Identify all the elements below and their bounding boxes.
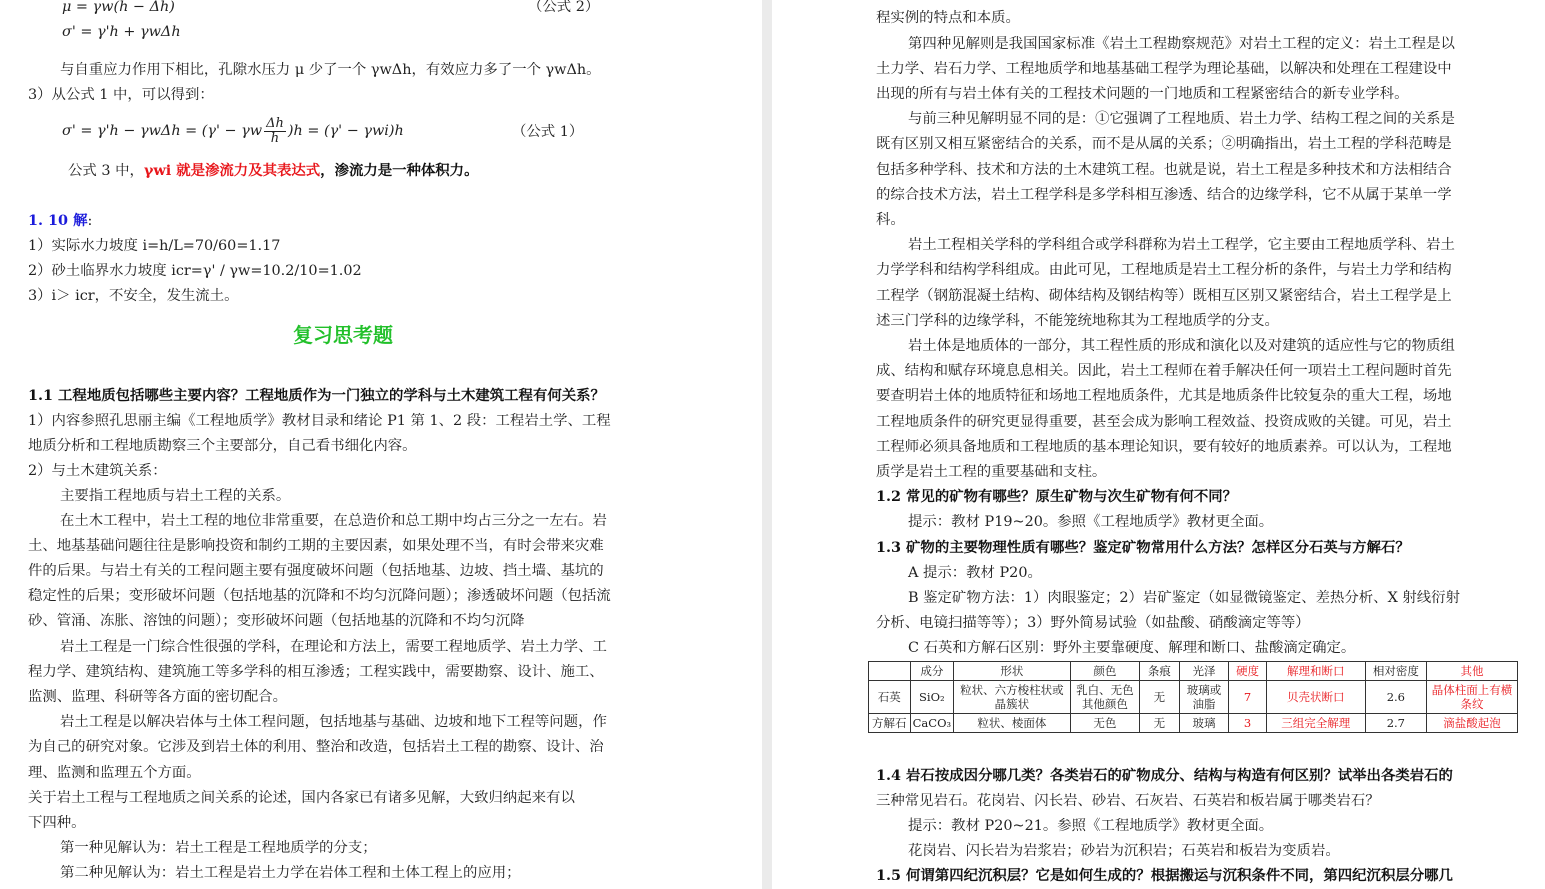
question-1-4-line2: 三种常见岩石。花岗岩、闪长岩、砂岩、石灰岩、石英岩和板岩属于哪类岩石？ [876, 793, 1380, 809]
solution-line: 2）砂土临界水力坡度 icr=γ' / γw=10.2/10=1.02 [28, 263, 362, 279]
seepage-suffix: ，渗流力是一种体积力。 [320, 162, 479, 179]
body-line: 工程学（钢筋混凝土结构、砌体结构及钢结构等）既相互区别又紧密结合，岩土工程学是上 [876, 288, 1452, 304]
body-line: 程实例的特点和本质。 [876, 10, 1020, 26]
body-line: 土力学、岩石力学、工程地质学和地基基础工程学为理论基础，以解决和处理在工程建设中 [876, 61, 1452, 77]
question-1-5: 1.5 何谓第四纪沉积层？它是如何生成的？根据搬运与沉积条件不同，第四纪沉积层分哪几 [876, 867, 1453, 884]
body-line: 与前三种见解明显不同的是：①它强调了工程地质、岩土力学、结构工程之间的关系是 [908, 111, 1455, 127]
table-header-cell: 成分 [910, 662, 954, 681]
table-cell: 三组完全解理 [1266, 714, 1365, 733]
equation-effective-stress: σ' = γ'h + γwΔh [62, 24, 181, 40]
table-row [869, 714, 1518, 733]
equation-pore-pressure: μ = γw(h − Δh) [62, 0, 175, 15]
body-line: 监测、监理、科研等各方面的密切配合。 [28, 689, 288, 705]
answer-1-3-a: A 提示：教材 P20。 [908, 565, 1042, 581]
body-line: 第二种见解认为：岩土工程是岩土力学在岩体工程和土体工程上的应用； [60, 865, 521, 881]
body-line: 工程师必须具备地质和工程地质的基本理论知识，要有较好的地质素养。可以认为，工程地 [876, 439, 1452, 455]
table-cell: 石英 [869, 681, 911, 714]
body-line: 理、监测和监理五个方面。 [28, 765, 201, 781]
body-line: 既有区别又相互紧密结合的关系，而不是从属的关系；②明确指出，岩土工程的学科范畴是 [876, 136, 1452, 152]
table-cell: 贝壳状断口 [1266, 681, 1365, 714]
body-line: 的综合技术方法，岩土工程学科是多学科相互渗透、结合的边缘学科，它不从属于某单一学 [876, 187, 1452, 203]
body-line: 要查明岩土体的地质特征和场地工程地质条件，尤其是地质条件比较复杂的重大工程，场地 [876, 388, 1452, 404]
table-cell: 玻璃或油脂 [1179, 681, 1228, 714]
table-cell: 粒状、棱面体 [954, 714, 1071, 733]
fraction-numerator: Δh [266, 115, 284, 131]
table-header-cell: 解理和断口 [1266, 662, 1365, 681]
seepage-statement [68, 161, 478, 181]
table-header-row [869, 662, 1518, 681]
answer-1-3-b-line1: B 鉴定矿物方法：1）肉眼鉴定；2）岩矿鉴定（如显微镜鉴定、差热分析、X 射线衍射 [908, 590, 1460, 606]
table-header-cell: 颜色 [1070, 662, 1139, 681]
question-1-2: 1.2 常见的矿物有哪些？原生矿物与次生矿物有何不同？ [876, 488, 1238, 505]
body-line: 2）与土木建筑关系： [28, 463, 167, 479]
table-header-cell: 其他 [1427, 662, 1518, 681]
fraction-denominator: h [270, 130, 280, 146]
table-cell: 晶体柱面上有横条纹 [1427, 681, 1518, 714]
answer-1-4: 花岗岩、闪长岩为岩浆岩；砂岩为沉积岩；石英岩和板岩为变质岩。 [908, 843, 1340, 859]
table-header-cell: 相对密度 [1365, 662, 1426, 681]
table-cell: 无 [1140, 714, 1180, 733]
body-line: 关于岩土工程与工程地质之间关系的论述，国内各家已有诸多见解，大致归纳起来有以 [28, 790, 575, 806]
equation-label-2: （公式 2） [528, 0, 600, 15]
body-line: 件的后果。与岩土有关的工程问题主要有强度破坏问题（包括地基、边坡、挡土墙、基坑的 [28, 563, 604, 579]
body-line: 下四种。 [28, 815, 86, 831]
body-line: 砂、管涌、冻胀、溶蚀的问题）；变形破坏问题（包括地基的沉降和不均匀沉降 [28, 613, 525, 629]
table-cell: SiO₂ [910, 681, 954, 714]
body-line: 岩土工程是以解决岩体与土体工程问题，包括地基与基础、边坡和地下工程等问题，作 [60, 714, 607, 730]
body-line: 为自己的研究对象。它涉及到岩土体的利用、整治和改造，包括岩土工程的勘察、设计、治 [28, 739, 604, 755]
solution-line: 1）实际水力坡度 i=h/L=70/60=1.17 [28, 238, 281, 254]
body-line: 科。 [876, 212, 905, 228]
body-line: 土、地基基础问题往往是影响投资和制约工期的主要因素，如果处理不当，有时会带来灾难 [28, 538, 604, 554]
table-cell: 2.6 [1365, 681, 1426, 714]
table-cell: 2.7 [1365, 714, 1426, 733]
table-header-cell [869, 662, 911, 681]
solution-line: 3）i＞ icr，不安全，发生流土。 [28, 288, 239, 304]
body-line: 出现的所有与岩土体有关的工程技术问题的一门地质和工程紧密结合的新专业学科。 [876, 86, 1409, 102]
body-line: 岩土体是地质体的一部分，其工程性质的形成和演化以及对建筑的适应性与它的物质组 [908, 338, 1455, 354]
equation-main-left: σ' = γ'h − γwΔh = (γ' − γw [62, 123, 263, 139]
table-cell: 方解石 [869, 714, 911, 733]
body-line: 在土木工程中，岩土工程的地位非常重要，在总造价和总工期中均占三分之一左右。岩 [60, 513, 607, 529]
body-line: 地质分析和工程地质勘察三个主要部分，自己看书细化内容。 [28, 438, 417, 454]
equation-main-right: )h = (γ' − γwi)h [287, 123, 404, 139]
body-line: 质学是岩土工程的重要基础和支柱。 [876, 464, 1107, 480]
seepage-prefix: 公式 3 中， [68, 163, 144, 179]
body-line: 第一种见解认为：岩土工程是工程地质学的分支； [60, 840, 377, 856]
paragraph-pore-pressure: 与自重应力作用下相比，孔隙水压力 μ 少了一个 γwΔh，有效应力多了一个 γwΔh。 [60, 62, 601, 78]
table-cell: 无 [1140, 681, 1180, 714]
right-page [772, 0, 1545, 889]
question-1-3: 1.3 矿物的主要物理性质有哪些？鉴定矿物常用什么方法？怎样区分石英与方解石？ [876, 539, 1410, 556]
solution-heading-colon: : [87, 213, 93, 229]
hint-1-4: 提示：教材 P20~21。参照《工程地质学》教材更全面。 [908, 818, 1274, 834]
review-title: 复习思考题 [293, 323, 393, 347]
body-line: 述三门学科的边缘学科，不能笼统地称其为工程地质学的分支。 [876, 313, 1279, 329]
table-cell: CaCO₃ [910, 714, 954, 733]
table-cell: 滴盐酸起泡 [1427, 714, 1518, 733]
equation-fraction [264, 117, 286, 146]
body-line: 第四种见解则是我国国家标准《岩土工程勘察规范》对岩土工程的定义：岩土工程是以 [908, 36, 1455, 52]
equation-label-1: （公式 1） [512, 124, 584, 140]
body-line: 程力学、建筑结构、建筑施工等多学科的相互渗透；工程实践中，需要勘察、设计、施工、 [28, 664, 604, 680]
body-line: 岩土工程相关学科的学科组合或学科群称为岩土工程学，它主要由工程地质学科、岩土 [908, 237, 1455, 253]
body-line: 包括多种学科、技术和方法的土木建筑工程。也就是说，岩土工程是多种技术和方法相结合 [876, 162, 1452, 178]
body-line: 工程地质条件的研究更显得重要，甚至会成为影响工程效益、投资成败的关键。可见，岩土 [876, 414, 1452, 430]
table-cell: 3 [1229, 714, 1267, 733]
answer-1-3-c: C 石英和方解石区别：野外主要靠硬度、解理和断口、盐酸滴定确定。 [908, 640, 1356, 656]
body-line: 力学学科和结构学科组成。由此可见，工程地质是岩土工程分析的条件，与岩土力学和结构 [876, 262, 1452, 278]
hint-1-2: 提示：教材 P19~20。参照《工程地质学》教材更全面。 [908, 514, 1274, 530]
body-line: 成、结构和赋存环境息息相关。因此，岩土工程师在着手解决任何一项岩土工程问题时首先 [876, 363, 1452, 379]
solution-heading-label: 1. 10 解 [28, 212, 88, 229]
body-line: 稳定性的后果；变形破坏问题（包括地基的沉降和不均匀沉降问题）；渗透破坏问题（包括流 [28, 588, 611, 604]
body-line: 主要指工程地质与岩土工程的关系。 [60, 488, 291, 504]
answer-1-3-b-line2: 分析、电镜扫描等等）；3）野外简易试验（如盐酸、硝酸滴定等等） [876, 615, 1310, 631]
question-1-4-line1: 1.4 岩石按成因分哪几类？各类岩石的矿物成分、结构与构造有何区别？试举出各类岩石的 [876, 767, 1453, 784]
table-row [869, 681, 1518, 714]
table-header-cell: 光泽 [1179, 662, 1228, 681]
solution-heading [28, 211, 92, 231]
table-cell: 7 [1229, 681, 1267, 714]
left-page [0, 0, 762, 889]
equation-main [62, 116, 404, 146]
table-header-cell: 形状 [954, 662, 1071, 681]
seepage-highlight: γwi 就是渗流力及其表达式 [143, 162, 321, 179]
table-header-cell: 硬度 [1229, 662, 1267, 681]
table-cell: 玻璃 [1179, 714, 1228, 733]
item-3: 3）从公式 1 中，可以得到： [28, 87, 214, 103]
question-1-1: 1.1 工程地质包括哪些主要内容？工程地质作为一门独立的学科与土木建筑工程有何关系？ [28, 387, 605, 404]
table-cell: 乳白、无色其他颜色 [1070, 681, 1139, 714]
table-header-cell: 条痕 [1140, 662, 1180, 681]
mineral-comparison-table [868, 661, 1518, 733]
table-cell: 粒状、六方梭柱状或晶簇状 [954, 681, 1071, 714]
table-cell: 无色 [1070, 714, 1139, 733]
body-line: 岩土工程是一门综合性很强的学科，在理论和方法上，需要工程地质学、岩土力学、工 [60, 639, 607, 655]
body-line: 1）内容参照孔思丽主编《工程地质学》教材目录和绪论 P1 第 1、2 段：工程岩土学、工程 [28, 413, 611, 429]
